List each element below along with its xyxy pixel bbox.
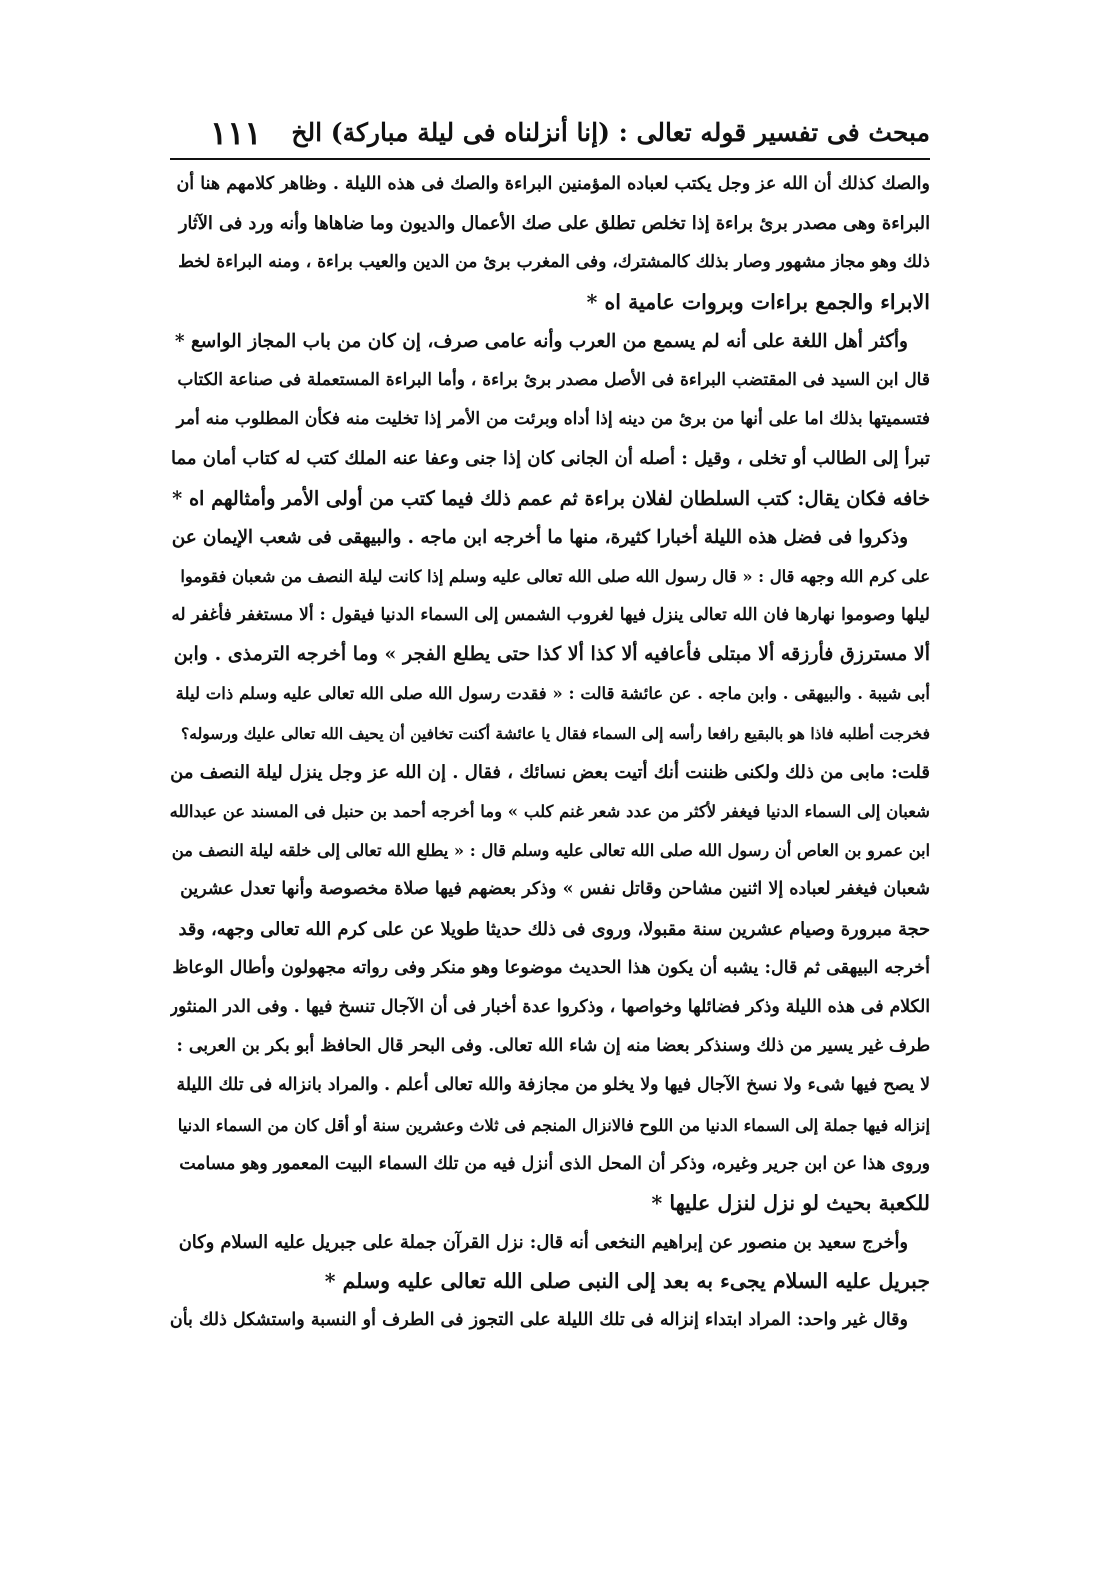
text-line: فتسميتها بذلك اما على أنها من برئ من دينه إذا أداه وبرئت من الأمر إذا تخليت منه فكأن المطلوب منه أمر — [176, 409, 930, 430]
text-line: طرف غير يسير من ذلك وسنذكر بعضا منه إن شاء الله تعالى. وفى البحر قال الحافظ أبو بكر بن العربى : — [176, 1036, 930, 1057]
page-number: ١١١ — [210, 114, 262, 152]
text-line: لا يصح فيها شىء ولا نسخ الآجال فيها ولا يخلو من مجازفة والله تعالى أعلم . والمراد بانزاله فى تلك الليلة — [176, 1075, 930, 1096]
header-rule — [170, 158, 930, 160]
body-text — [170, 165, 930, 1341]
text-line: قلت: مابى من ذلك ولكنى ظننت أنك أتيت بعض نسائك ، فقال . إن الله عز وجل ينزل ليلة النصف من — [170, 761, 930, 783]
text-line: ألا مسترزق فأرزقه ألا مبتلى فأعافيه ألا كذا ألا كذا حتى يطلع الفجر » وما أخرجه الترمذى . وابن — [173, 643, 930, 666]
running-header — [170, 112, 930, 162]
text-line: وأكثر أهل اللغة على أنه لم يسمع من العرب وأنه عامى صرف، إن كان من باب المجاز الواسع * — [174, 330, 908, 352]
text-line: للكعبة بحيث لو نزل لنزل عليها * — [651, 1190, 930, 1215]
header-title: مبحث فى تفسير قوله تعالى : (إنا أنزلناه فى ليلة مباركة) الخ — [291, 118, 930, 147]
text-line: خافه فكان يقال: كتب السلطان لفلان براءة ثم عمم ذلك فيما كتب من أولى الأمر وأمثالهم اه * — [172, 486, 930, 510]
text-line: تبرأ إلى الطالب أو تخلى ، وقيل : أصله أن الجانى كان إذا جنى وعفا عنه الملك كتب له كتاب أمان مما — [170, 448, 930, 470]
text-line: على كرم الله وجهه قال : « قال رسول الله صلى الله تعالى عليه وسلم إذا كانت ليلة النصف من شعبان فقوموا — [180, 566, 930, 586]
text-line: فخرجت أطلبه فاذا هو بالبقيع رافعا رأسه إلى السماء فقال يا عائشة أكنت تخافين أن يحيف الله تعالى عليك ورسوله؟ — [181, 723, 930, 743]
text-line: البراءة وهى مصدر برئ براءة إذا تخلص تطلق على صك الأعمال والديون وما ضاهاها وأنه ورد فى الآثار — [178, 213, 930, 235]
text-line: الكلام فى هذه الليلة وذكر فضائلها وخواصها ، وذكروا عدة أخبار فى أن الآجال تنسخ فيها . وفى الدر المنثور — [170, 996, 930, 1017]
text-line: شعبان فيغفر لعباده إلا اثنين مشاحن وقاتل نفس » وذكر بعضهم فيها صلاة مخصوصة وأنها تعدل عشرين — [180, 879, 930, 900]
text-line: وقال غير واحد: المراد ابتداء إنزاله فى تلك الليلة على التجوز فى الطرف أو النسبة واستشكل ذلك بأن — [170, 1310, 908, 1331]
text-line: إنزاله فيها جملة إلى السماء الدنيا من اللوح فالانزال المنجم فى ثلاث وعشرين سنة أو أقل كان من السماء الدنيا — [177, 1115, 930, 1135]
text-line: أخرجه البيهقى ثم قال: يشبه أن يكون هذا الحديث موضوعا وهو منكر وفى رواته مجهولون وأطال الوعاظ — [172, 957, 930, 978]
text-line: شعبان إلى السماء الدنيا فيغفر لأكثر من عدد شعر غنم كلب » وما أخرجه أحمد بن حنبل فى المسند عن عبدالله — [170, 802, 930, 821]
text-line: حجة مبرورة وصيام عشرين سنة مقبولا، وروى فى ذلك حديثا طويلا عن على كرم الله تعالى وجهه، وقد — [178, 918, 930, 940]
text-line: قال ابن السيد فى المقتضب البراءة فى الأصل مصدر برئ براءة ، وأما البراءة المستعملة فى صناعة الكتاب — [177, 369, 930, 390]
text-line: وذكروا فى فضل هذه الليلة أخبارا كثيرة، منها ما أخرجه ابن ماجه . والبيهقى فى شعب الإيمان عن — [171, 526, 908, 548]
text-line: ذلك وهو مجاز مشهور وصار بذلك كالمشترك، وفى المغرب برئ من الدين والعيب براءة ، ومنه البراءة لخط — [178, 252, 930, 273]
text-line: جبريل عليه السلام يجىء به بعد إلى النبى صلى الله تعالى عليه وسلم * — [324, 1269, 930, 1294]
text-line: أبى شيبة . والبيهقى . وابن ماجه . عن عائشة قالت : « فقدت رسول الله صلى الله تعالى عليه وسلم ذات ليلة — [175, 684, 930, 704]
text-line: الابراء والجمع براءات وبروات عامية اه * — [586, 289, 930, 314]
text-line: وروى هذا عن ابن جرير وغيره، وذكر أن المحل الذى أنزل فيه من تلك السماء البيت المعمور وهو مسامت — [179, 1153, 930, 1174]
text-line: وأخرج سعيد بن منصور عن إبراهيم النخعى أنه قال: نزل القرآن جملة على جبريل عليه السلام وكان — [178, 1232, 908, 1254]
text-line: والصك كذلك أن الله عز وجل يكتب لعباده المؤمنين البراءة والصك فى هذه الليلة . وظاهر كلامهم هنا أن — [176, 174, 930, 194]
text-line: ليلها وصوموا نهارها فان الله تعالى ينزل فيها لغروب الشمس إلى السماء الدنيا فيقول : ألا مستغفر فأغفر له — [171, 605, 930, 626]
text-line: ابن عمرو بن العاص أن رسول الله صلى الله تعالى عليه وسلم قال : « يطلع الله تعالى إلى خلقه ليلة النصف من — [171, 841, 930, 861]
